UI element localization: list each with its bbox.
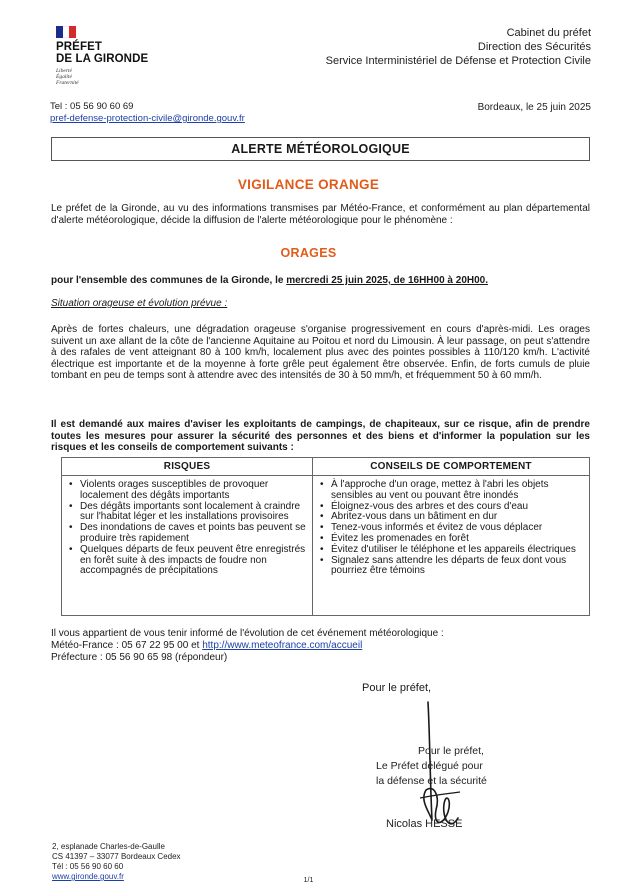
alert-title-box [51, 137, 590, 161]
risk-item: • Des inondations de caves et points bas peuvent se produire très rapidement [68, 523, 306, 545]
motto-fraternite: Fraternité [56, 80, 79, 86]
logo-title-line2: DE LA GIRONDE [56, 53, 149, 65]
scope-line [51, 275, 590, 287]
date-line: Bordeaux, le 25 juin 2025 [477, 102, 591, 113]
stamp-line1: Pour le préfet, [418, 745, 484, 757]
contact-phone: Tel : 05 56 90 60 69 [50, 101, 134, 112]
situation-label: Situation orageuse et évolution prévue : [51, 298, 228, 309]
advice-item: • Évitez d'utiliser le téléphone et les appareils électriques [319, 545, 583, 556]
advice-column [313, 458, 589, 615]
footer-website-link[interactable]: www.gironde.gouv.fr [52, 872, 124, 881]
signature-stamp [370, 744, 510, 789]
closing-line: Pour le préfet, [362, 682, 432, 694]
page-number: 1/1 [303, 877, 314, 884]
vigilance-level: VIGILANCE ORANGE [237, 177, 380, 192]
advice-item: • Éloignez-vous des arbres et des cours d'eau [319, 502, 583, 513]
advice-item: • Tenez-vous informés et évitez de vous déplacer [319, 523, 583, 534]
alert-title: ALERTE MÉTÉOROLOGIQUE [231, 142, 410, 156]
phenomenon-title: ORAGES [280, 246, 337, 260]
french-flag-icon [56, 26, 76, 38]
advice-list [313, 476, 589, 577]
signatory-name: Nicolas HESSE [386, 818, 463, 830]
prefecture-logo [56, 26, 166, 86]
risks-column [62, 458, 313, 615]
meteo-france-line [51, 640, 590, 652]
motto-liberte: Liberté [56, 68, 72, 74]
meteo-france-phone: Météo-France : 05 67 22 95 00 et [51, 640, 203, 651]
contact-block [50, 101, 245, 125]
sender-header [326, 26, 591, 68]
prefecture-phone: Préfecture : 05 56 90 65 98 (répondeur) [51, 652, 228, 663]
meteo-france-link[interactable]: http://www.meteofrance.com/accueil [202, 640, 363, 651]
stamp-line2: Le Préfet délégué pour [376, 760, 483, 772]
risks-header: RISQUES [62, 458, 312, 476]
footer-phone: Tél : 05 56 90 60 60 [52, 862, 124, 871]
advice-item: • Abritez-vous dans un bâtiment en dur [319, 512, 583, 523]
footer-address [52, 842, 181, 882]
scope-period: mercredi 25 juin 2025, de 16HH00 à 20H00. [286, 275, 489, 286]
risks-advice-table [61, 457, 590, 616]
header-direction: Direction des Sécurités [477, 41, 591, 53]
risk-item: • Quelques départs de feux peuvent être enregistrés en forêt suite à des impacts de foudre non accompagnés de précipitations [68, 545, 306, 577]
contact-email-link[interactable]: pref-defense-protection-civile@gironde.gouv.fr [50, 113, 245, 124]
motto-egalite: Égalité [56, 74, 72, 80]
risk-item: • Des dégâts importants sont localement à craindre sur l'habitat léger et les installations provisoires [68, 502, 306, 524]
info-block [51, 628, 590, 664]
advice-item: • À l'approche d'un orage, mettez à l'abri les objets sensibles au vent ou pouvant être inondés [319, 480, 583, 502]
advice-header: CONSEILS DE COMPORTEMENT [313, 458, 589, 476]
advice-item: • Évitez les promenades en forêt [319, 534, 583, 545]
advice-item: • Signalez sans attendre les départs de feux dont vous pourriez être témoins [319, 556, 583, 578]
stamp-line3: la défense et la sécurité [376, 775, 487, 787]
info-line: Il vous appartient de vous tenir informé de l'évolution de cet événement météorologique : [51, 628, 444, 639]
logo-title-line1: PRÉFET [56, 41, 102, 53]
intro-paragraph: Le préfet de la Gironde, au vu des informations transmises par Météo-France, et conformément au plan départemental d'alerte météorologique, décide la diffusion de l'alerte météorologique pour le phénomène : [51, 203, 590, 226]
footer-postal: CS 41397 – 33077 Bordeaux Cedex [52, 852, 181, 861]
risk-item: • Violents orages susceptibles de provoquer localement des dégâts importants [68, 480, 306, 502]
footer-street: 2, esplanade Charles-de-Gaulle [52, 842, 165, 851]
situation-paragraph: Après de fortes chaleurs, une dégradation orageuse s'organise progressivement en cours d'après-midi. Les orages suivent un axe allant de la côte de l'ancienne Aquitaine au Poitou et nord du Limousin. À leur passage, on peut s'attendre à des rafales de vent atteignant 80 à 100 km/h, localement plus avec des pointes possibles à 110/120 km/h. L'activité électrique est importante et de la moyenne à forte grêle peut également être observée. Enfin, de forts cumuls de pluie tombant en peu de temps sont à attendre avec des intensités de 30 à 50 mm/h, et fréquemment 50 à 60 mm/h. [51, 324, 590, 382]
request-paragraph: Il est demandé aux maires d'aviser les exploitants de campings, de chapiteaux, sur ce risque, afin de prendre toutes les mesures pour assurer la sécurité des personnes et des biens et d'informer la population sur les risques et les conseils de comportement suivants : [51, 419, 590, 454]
header-service: Service Interministériel de Défense et Protection Civile [325, 55, 591, 67]
scope-prefix: pour l'ensemble des communes de la Gironde, le [51, 275, 287, 286]
header-cabinet: Cabinet du préfet [506, 27, 591, 39]
risks-list [62, 476, 312, 577]
